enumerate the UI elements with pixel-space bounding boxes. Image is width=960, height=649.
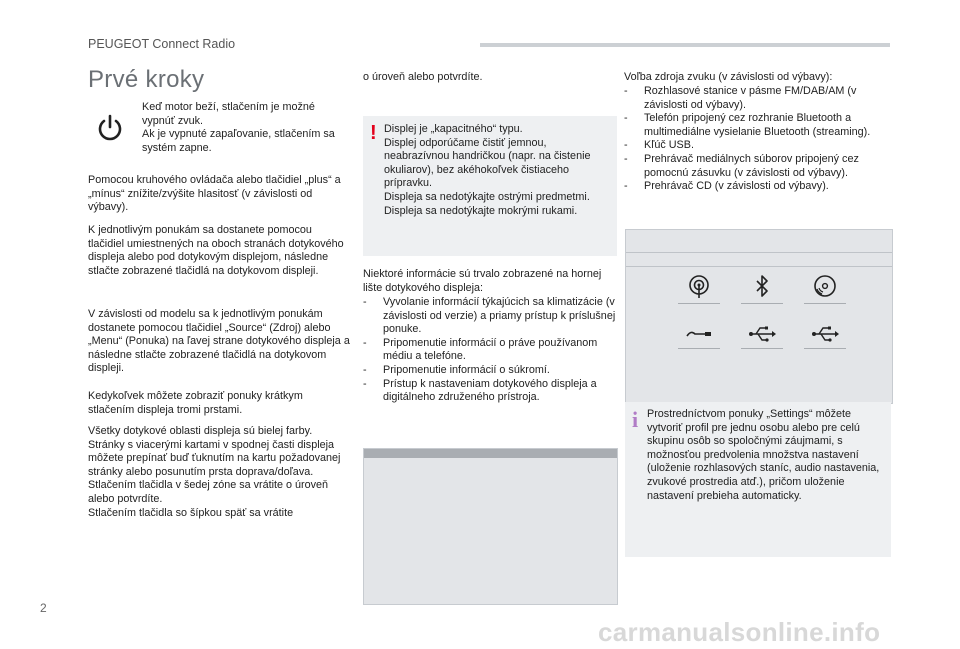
source-intro: Voľba zdroja zvuku (v závislosti od výbavy): <box>624 71 833 83</box>
bluetooth-icon <box>744 270 780 306</box>
paragraph-continued: o úroveň alebo potvrdíte. <box>363 71 483 83</box>
paragraph-touch-areas: Všetky dotykové oblasti displeja sú bielej farby. Stránky s viacerými kartami v spodnej časti displeja môžete prepínať buď ťuknutím na kartu požadovanej stránky alebo posunutím prsta doprava/doľava. Stlačením tlačidla v šedej zóne sa vrátite o úroveň alebo potvrdíte. Stlačením tlačidla so šípkou späť sa vrátite <box>88 425 341 519</box>
list-item: - Pripomenutie informácií o práve používanom médiu a telefóne. <box>363 336 598 363</box>
header-rule <box>480 43 890 47</box>
screen-placeholder <box>363 448 618 605</box>
source-screen <box>625 229 893 404</box>
icon-underline <box>804 303 846 304</box>
icon-underline <box>741 348 783 349</box>
usb-icon <box>744 316 780 352</box>
aux-icon <box>681 316 717 352</box>
warning-text: Displej je „kapacitného“ typu. Displej odporúčame čistiť jemnou, neabrazívnou handričkou (napr. na čistenie okuliarov), bez akéhokoľvek čistiaceho prípravku. Displeja sa nedotýkajte ostrými predmetmi. Displeja sa nedotýkajte mokrými rukami. <box>384 123 591 217</box>
list-item: - Prístup k nastaveniam dotykového displeja a digitálneho združeného prístroja. <box>363 377 597 404</box>
power-icon <box>95 113 125 143</box>
paragraph-menus: K jednotlivým ponukám sa dostanete pomocou tlačidiel umiestnených na oboch stranách dotykového displeja alebo pod dotykovým displejom, následne stlačte zobrazené tlačidlá na dotykovom displeji. <box>88 224 344 277</box>
source-list <box>624 85 890 194</box>
list-item: - Prehrávač mediálnych súborov pripojený cez pomocnú zásuvku (v závislosti od výbavy). <box>624 152 859 179</box>
screen-top-bar <box>364 449 617 458</box>
page-number: 2 <box>40 601 47 615</box>
screen-divider <box>626 252 892 253</box>
icon-underline <box>804 348 846 349</box>
icon-underline <box>678 348 720 349</box>
manual-header: PEUGEOT Connect Radio <box>88 37 236 51</box>
usb-icon <box>807 316 843 352</box>
info-note <box>625 402 891 557</box>
page-title: Prvé kroky <box>88 66 205 93</box>
list-item: - Pripomenutie informácií o súkromí. <box>363 363 550 376</box>
list-item: - Vyvolanie informácií týkajúcich sa klimatizácie (v závislosti od verzie) a priamy prístup k príslušnej ponuke. <box>363 296 616 336</box>
power-text: Keď motor beží, stlačením je možné vypnúť zvuk. Ak je vypnuté zapaľovanie, stlačením sa systém zapne. <box>142 101 335 154</box>
icon-underline <box>678 303 720 304</box>
cd-icon <box>807 270 843 306</box>
list-item: - Rozhlasové stanice v pásme FM/DAB/AM (v závislosti od výbavy). <box>624 85 857 111</box>
info-icon: i <box>632 407 639 432</box>
paragraph-volume: Pomocou kruhového ovládača alebo tlačidiel „plus“ a „mínus“ znížite/zvýšite hlasitosť (v závislosti od výbavy). <box>88 174 341 214</box>
screen-divider <box>626 266 892 267</box>
paragraph-source-menu: V závislosti od modelu sa k jednotlivým ponukám dostanete pomocou tlačidiel „Source“ (Zdroj) alebo „Menu“ (Ponuka) na ľavej strane dotykového displeja a následne stlačte zobrazené tlačidlá na dotykovom displeji. <box>88 308 350 375</box>
topbar-list <box>363 296 619 405</box>
radio-icon <box>681 270 717 306</box>
list-item: - Prehrávač CD (v závislosti od výbavy). <box>624 180 829 193</box>
watermark: carmanualsonline.info <box>598 617 881 647</box>
list-item: - Telefón pripojený cez rozhranie Bluetooth a multimediálne vysielanie Bluetooth (streaming). <box>624 112 871 138</box>
list-item: - Kľúč USB. <box>624 139 694 152</box>
info-text: Prostredníctvom ponuky „Settings“ môžete vytvoriť profil pre jednu osobu alebo pre celú skupinu osôb so spoločnými záujmami, s možnosťou predvolenia množstva nastavení (uloženie rozhlasových staníc, audio nastavenia, zvukové prostredia atď.), pričom uloženie nastavení prebieha automaticky. <box>647 408 880 502</box>
paragraph-three-fingers: Kedykoľvek môžete zobraziť ponuky krátkym stlačením displeja tromi prstami. <box>88 390 303 416</box>
warning-icon: ! <box>370 122 377 144</box>
warning-note <box>363 116 617 256</box>
topbar-intro: Niektoré informácie sú trvalo zobrazené na hornej lište dotykového displeja: <box>363 268 602 294</box>
icon-underline <box>741 303 783 304</box>
